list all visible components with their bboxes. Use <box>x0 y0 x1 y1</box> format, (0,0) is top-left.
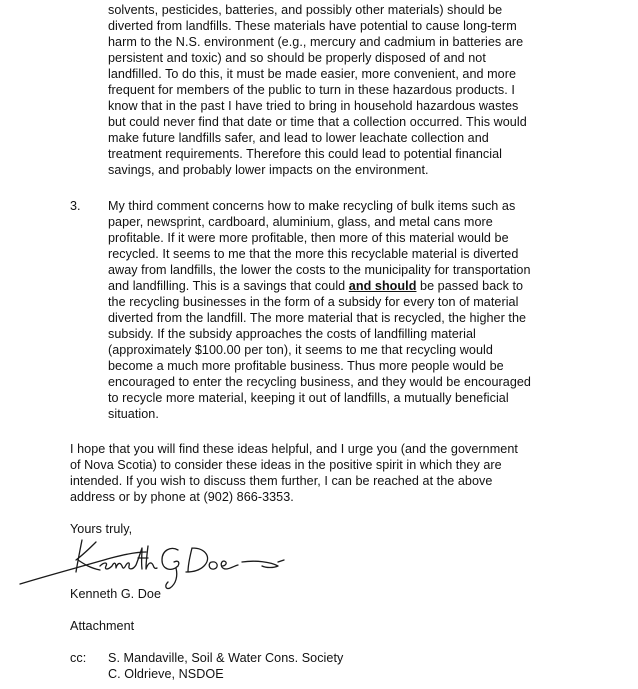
item3-line-14: situation. <box>108 407 159 421</box>
para2-line-7: know that in the past I have tried to bring in household hazardous wastes <box>108 99 519 113</box>
item3-line-12: encouraged to enter the recycling business, and they would be encouraged <box>108 375 531 389</box>
para2-line-6: frequent for members of the public to turn in these hazardous products. I <box>108 83 515 97</box>
para2-line-8: but could never find that date or time that a collection occurred. This would <box>108 115 527 129</box>
para2-line-9: make future landfills safer, and lead to lower leachate collection and <box>108 131 489 145</box>
item3-line-6-after: be passed back to <box>416 279 524 293</box>
para2-line-5: landfilled. To do this, it must be made easier, more convenient, and more <box>108 67 517 81</box>
item3-line-6 <box>108 278 523 294</box>
emphasis-and-should: and should <box>348 279 417 293</box>
item3-line-9: subsidy. If the subsidy approaches the costs of landfilling material <box>108 327 476 341</box>
item3-line-3: profitable. If it were more profitable, then more of this material would be <box>108 231 509 245</box>
item3-line-4: recycled. It seems to me that the more this recyclable material is diverted <box>108 247 519 261</box>
para2-line-1: solvents, pesticides, batteries, and possibly other materials) should be <box>108 3 503 17</box>
handwritten-signature <box>16 532 306 592</box>
item3-line-2: paper, newsprint, cardboard, aluminium, glass, and metal cans more <box>108 215 493 229</box>
cc-recipient-2: C. Oldrieve, NSDOE <box>108 667 224 681</box>
item3-line-7: the recycling businesses in the form of a subsidy for every ton of material <box>108 295 519 309</box>
para2-line-11: savings, and probably lower impacts on the environment. <box>108 163 429 177</box>
item3-line-8: diverted from the landfill. The more material that is recycled, the higher the <box>108 311 527 325</box>
para2-line-3: harm to the N.S. environment (e.g., mercury and cadmium in batteries are <box>108 35 524 49</box>
para2-line-4: persistent and toxic) and so should be properly disposed of and not <box>108 51 486 65</box>
item3-line-10: (approximately $100.00 per ton), it seems to me that recycling would <box>108 343 493 357</box>
closing-line-4: address or by phone at (902) 866-3353. <box>70 490 294 504</box>
closing-line-3: intended. If you wish to discuss them further, I can be reached at the above <box>70 474 493 488</box>
salutation: Yours truly, <box>70 522 133 536</box>
item3-line-6-before: and landfilling. This is a savings that could <box>108 279 349 293</box>
cc-label: cc: <box>70 651 87 665</box>
para2-line-2: diverted from landfills. These materials have potential to cause long-term <box>108 19 517 33</box>
item3-number: 3. <box>70 199 81 213</box>
para2-line-10: treatment requirements. Therefore this could lead to potential financial <box>108 147 502 161</box>
signer-name: Kenneth G. Doe <box>70 587 162 601</box>
item3-line-5: away from landfills, the lower the costs to the municipality for transportation <box>108 263 531 277</box>
cc-recipient-1: S. Mandaville, Soil & Water Cons. Society <box>108 651 344 665</box>
closing-line-2: of Nova Scotia) to consider these ideas in the positive spirit in which they are <box>70 458 502 472</box>
item3-line-1: My third comment concerns how to make recycling of bulk items such as <box>108 199 516 213</box>
item3-line-11: become a much more profitable business. Thus more people would be <box>108 359 504 373</box>
item3-line-13: to recycle more material, keeping it out of landfills, a mutually beneficial <box>108 391 509 405</box>
attachment-label: Attachment <box>70 619 135 633</box>
closing-line-1: I hope that you will find these ideas helpful, and I urge you (and the government <box>70 442 518 456</box>
